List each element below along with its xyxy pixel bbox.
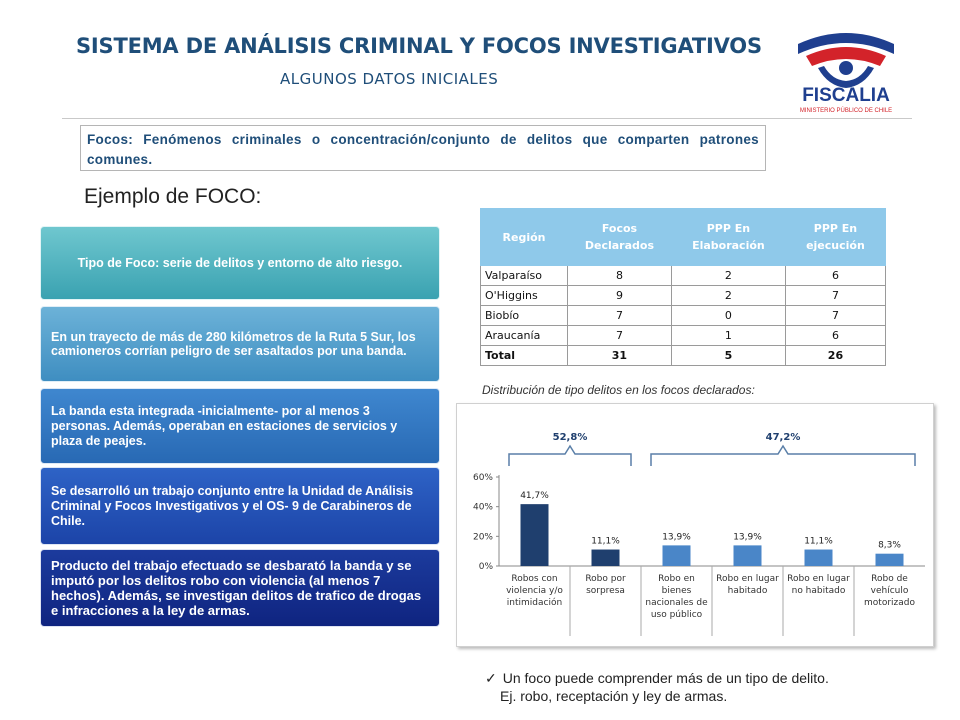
table-row <box>481 286 886 306</box>
page-subtitle: ALGUNOS DATOS INICIALES <box>280 70 499 88</box>
table-header: Región <box>481 209 568 266</box>
table-cell: 7 <box>785 286 885 306</box>
logo-dot <box>839 61 853 75</box>
x-tick-label: vehículo <box>870 586 909 596</box>
table-cell: 26 <box>785 346 885 366</box>
table-cell: 1 <box>671 326 785 346</box>
table-header: PPP En ejecución <box>785 209 885 266</box>
x-tick-label: motorizado <box>864 598 915 608</box>
bar <box>521 504 549 566</box>
data-label: 8,3% <box>878 540 901 551</box>
table-row <box>481 306 886 326</box>
x-tick-label: Robo de <box>871 574 908 584</box>
data-label: 11,1% <box>804 536 833 547</box>
table-cell: 7 <box>568 306 672 326</box>
data-label: 11,1% <box>591 536 620 547</box>
x-tick-label: Robo en lugar <box>716 574 779 584</box>
group-bracket <box>509 446 631 466</box>
x-tick-label: Robo en <box>658 574 695 584</box>
x-tick-label: intimidación <box>506 598 563 608</box>
distribution-chart <box>457 404 933 646</box>
table-cell: 6 <box>785 266 885 286</box>
bar <box>663 545 691 566</box>
bar <box>592 550 620 566</box>
step-1: Tipo de Foco: serie de delitos y entorno de alto riesgo. <box>40 226 440 300</box>
table-cell: 5 <box>671 346 785 366</box>
data-label: 13,9% <box>733 532 762 543</box>
table-cell: 6 <box>785 326 885 346</box>
table-cell: 0 <box>671 306 785 326</box>
table-header: Focos Declarados <box>568 209 672 266</box>
fiscalia-logo <box>776 24 916 116</box>
table-cell: 7 <box>568 326 672 346</box>
x-tick-label: violencia y/o <box>506 586 563 596</box>
table-cell: 2 <box>671 286 785 306</box>
distribution-chart-frame <box>456 403 934 647</box>
x-tick-label: bienes <box>661 586 692 596</box>
note-line-1: Un foco puede comprender más de un tipo de delito. <box>502 670 829 686</box>
data-label: 41,7% <box>520 491 549 502</box>
bar <box>805 550 833 566</box>
bar <box>734 545 762 566</box>
x-tick-label: Robo por <box>585 574 626 584</box>
table-total-row <box>481 346 886 366</box>
group-label: 52,8% <box>552 432 588 443</box>
y-tick-label: 20% <box>472 532 493 543</box>
note <box>485 669 829 705</box>
x-tick-label: habitado <box>727 586 768 596</box>
group-bracket <box>651 446 915 466</box>
x-tick-label: Robos con <box>511 574 558 584</box>
x-tick-label: nacionales de <box>645 598 708 608</box>
table-cell: O'Higgins <box>481 286 568 306</box>
step-5: Producto del trabajo efectuado se desbarató la banda y se imputó por los delitos robo con violencia (al menos 7 hechos). Además, se investigan delitos de trafico de drogas e infracciones a la ley de armas. <box>40 549 440 627</box>
x-tick-label: no habitado <box>791 586 846 596</box>
table-cell: Biobío <box>481 306 568 326</box>
x-tick-label: uso público <box>650 610 703 620</box>
example-title: Ejemplo de FOCO: <box>84 185 262 208</box>
table-cell: 2 <box>671 266 785 286</box>
regions-table <box>480 208 886 366</box>
step-2: En un trayecto de más de 280 kilómetros de la Ruta 5 Sur, los camioneros corrían peligro de ser asaltados por una banda. <box>40 306 440 382</box>
distribution-caption: Distribución de tipo delitos en los focos declarados: <box>482 383 755 397</box>
table-row <box>481 266 886 286</box>
table-cell: Total <box>481 346 568 366</box>
x-tick-label: sorpresa <box>586 586 625 596</box>
y-tick-label: 0% <box>478 562 493 572</box>
definition-box: Focos: Fenómenos criminales o concentración/conjunto de delitos que comparten patrones comunes. <box>80 125 766 171</box>
table-cell: Valparaíso <box>481 266 568 286</box>
table-cell: 31 <box>568 346 672 366</box>
note-line-2: Ej. robo, receptación y ley de armas. <box>500 688 728 704</box>
table-cell: 8 <box>568 266 672 286</box>
table-header: PPP En Elaboración <box>671 209 785 266</box>
table-cell: 9 <box>568 286 672 306</box>
group-label: 47,2% <box>765 432 801 443</box>
logo-name: FISCALIA <box>802 85 890 106</box>
y-tick-label: 60% <box>472 473 493 483</box>
check-icon: ✓ <box>485 670 497 686</box>
bar <box>876 554 904 566</box>
table-cell: Araucanía <box>481 326 568 346</box>
page-title: SISTEMA DE ANÁLISIS CRIMINAL Y FOCOS INVESTIGATIVOS <box>76 34 762 58</box>
header-divider <box>62 118 912 119</box>
x-tick-label: Robo en lugar <box>787 574 850 584</box>
data-label: 13,9% <box>662 532 691 543</box>
table-cell: 7 <box>785 306 885 326</box>
step-3: La banda esta integrada -inicialmente- por al menos 3 personas. Además, operaban en estaciones de servicios y plaza de peajes. <box>40 388 440 464</box>
step-4: Se desarrolló un trabajo conjunto entre la Unidad de Análisis Criminal y Focos Investigativos y el OS- 9 de Carabineros de Chile. <box>40 467 440 545</box>
y-tick-label: 40% <box>472 502 493 513</box>
table-row <box>481 326 886 346</box>
logo-tagline: MINISTERIO PÚBLICO DE CHILE <box>799 108 893 114</box>
